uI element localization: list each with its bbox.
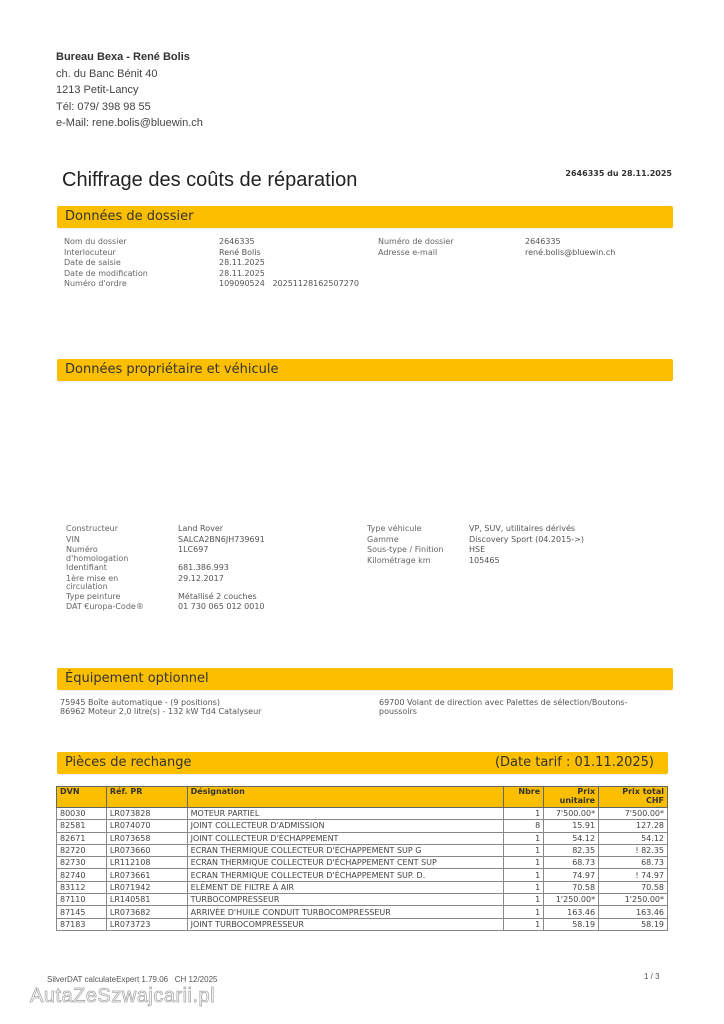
- cell-nbre: 1: [504, 894, 544, 906]
- document-title: Chiffrage des coûts de réparation: [62, 169, 358, 191]
- cell-ref: LR112108: [106, 857, 187, 869]
- cell-ref: LR140581: [106, 894, 187, 906]
- field-value: 2646335: [525, 237, 561, 246]
- field-row: [378, 237, 615, 248]
- cell-prix-total: ! 82.35: [599, 844, 668, 856]
- cell-dvn: 87145: [57, 906, 107, 918]
- cell-designation: ECRAN THERMIQUE COLLECTEUR D'ÉCHAPPEMENT SUP G: [187, 844, 504, 856]
- field-label: Type véhicule: [367, 524, 422, 533]
- field-row: [64, 237, 359, 248]
- table-row: [57, 869, 668, 881]
- cell-designation: JOINT COLLECTEUR D'ÉCHAPPEMENT: [187, 832, 504, 844]
- table-row: [57, 844, 668, 856]
- cell-nbre: 1: [504, 844, 544, 856]
- section-header-pieces: [57, 752, 668, 774]
- section-title: Données propriétaire et véhicule: [65, 362, 279, 377]
- cell-dvn: 80030: [57, 808, 107, 820]
- dossier-fields-left: [64, 237, 359, 290]
- column-header-nbre: Nbre: [504, 787, 544, 808]
- cell-nbre: 8: [504, 820, 544, 832]
- table-row: [57, 906, 668, 918]
- field-row: [64, 269, 359, 280]
- table-row: [57, 881, 668, 893]
- field-label: Adresse e-mail: [378, 247, 438, 257]
- cell-dvn: 82671: [57, 832, 107, 844]
- field-label: Numéro de dossier: [378, 237, 454, 246]
- table-row: [57, 808, 668, 820]
- table-header-row: [57, 787, 668, 808]
- field-row: [367, 556, 584, 567]
- cell-prix-total: 54.12: [599, 832, 668, 844]
- cell-prix-unitaire: 70.58: [544, 881, 599, 893]
- cell-ref: LR073723: [106, 918, 187, 930]
- field-row: [66, 563, 265, 574]
- table-row: [57, 857, 668, 869]
- cell-designation: ECRAN THERMIQUE COLLECTEUR D'ÉCHAPPEMENT SUP. D.: [187, 869, 504, 881]
- field-label: DAT €uropa-Code®: [66, 602, 144, 611]
- cell-dvn: 82720: [57, 844, 107, 856]
- parts-table: [56, 786, 668, 931]
- field-label: Gamme: [367, 534, 399, 544]
- section-title: Données de dossier: [65, 209, 194, 224]
- field-value: VP, SUV, utilitaires dérivés: [469, 524, 576, 533]
- cell-prix-unitaire: 74.97: [544, 869, 599, 881]
- date-tarif: (Date tarif : 01.11.2025): [494, 755, 654, 770]
- cell-prix-total: 7'500.00*: [599, 808, 668, 820]
- document-reference: 2646335 du 28.11.2025: [565, 169, 672, 178]
- parts-table-body: [57, 808, 668, 931]
- section-header-equipement: [57, 668, 673, 690]
- field-value: 109090524 20251128162507270: [219, 279, 359, 288]
- field-label: Interlocuteur: [64, 247, 116, 257]
- field-row: [367, 535, 584, 546]
- column-header-prix-unitaire: Prix unitaire: [544, 787, 599, 808]
- cell-nbre: 1: [504, 869, 544, 881]
- field-row: [66, 535, 265, 546]
- sender-address: [56, 49, 203, 132]
- cell-prix-total: 58.19: [599, 918, 668, 930]
- sender-name: Bureau Bexa - René Bolis: [56, 51, 190, 63]
- cell-dvn: 82581: [57, 820, 107, 832]
- field-value: 28.11.2025: [219, 258, 265, 267]
- dossier-fields-right: [378, 237, 615, 258]
- footer-software: SilverDAT calculateExpert 1.79.06 CH 12/2025: [47, 975, 218, 984]
- cell-prix-unitaire: 15.91: [544, 820, 599, 832]
- field-label: Kilométrage km: [367, 555, 431, 565]
- field-value: 2646335: [219, 237, 255, 246]
- field-value: Discovery Sport (04.2015->): [469, 534, 584, 544]
- section-title: Équipement optionnel: [65, 671, 209, 686]
- cell-nbre: 1: [504, 857, 544, 869]
- table-row: [57, 820, 668, 832]
- field-label: Numéro d'ordre: [64, 279, 127, 288]
- field-label: Identifiant: [66, 563, 107, 572]
- field-label: Sous-type / Finition: [367, 545, 444, 554]
- field-row: [66, 545, 265, 563]
- section-header-vehicule: [57, 359, 673, 381]
- sender-city: 1213 Petit-Lancy: [56, 84, 139, 96]
- column-header-ref: Réf. PR: [106, 787, 187, 808]
- field-value: Métallisé 2 couches: [178, 591, 257, 601]
- field-row: [367, 545, 584, 556]
- cell-nbre: 1: [504, 918, 544, 930]
- field-value: Land Rover: [178, 524, 224, 533]
- cell-ref: LR073658: [106, 832, 187, 844]
- field-row: [64, 248, 359, 259]
- cell-designation: MOTEUR PARTIEL: [187, 808, 504, 820]
- watermark: AutaZeSzwajcarii.pl: [30, 985, 216, 1007]
- cell-prix-total: 70.58: [599, 881, 668, 893]
- cell-dvn: 87183: [57, 918, 107, 930]
- cell-nbre: 1: [504, 906, 544, 918]
- cell-prix-unitaire: 58.19: [544, 918, 599, 930]
- field-label: 1ère mise en circulation: [66, 573, 119, 591]
- table-row: [57, 894, 668, 906]
- field-row: [64, 279, 359, 290]
- column-header-dvn: DVN: [57, 787, 107, 808]
- section-title: Pièces de rechange: [65, 755, 192, 770]
- equipment-list-right: [379, 699, 659, 716]
- field-row: [378, 248, 615, 259]
- field-value: HSE: [469, 545, 486, 554]
- field-value: 681.386.993: [178, 563, 229, 572]
- field-label: Nom du dossier: [64, 237, 127, 246]
- cell-prix-unitaire: 163.46: [544, 906, 599, 918]
- cell-ref: LR073661: [106, 869, 187, 881]
- cell-prix-unitaire: 7'500.00*: [544, 808, 599, 820]
- cell-prix-total: 68.73: [599, 857, 668, 869]
- cell-designation: ELÉMENT DE FILTRE À AIR: [187, 881, 504, 893]
- column-header-designation: Désignation: [187, 787, 504, 808]
- cell-prix-total: 127.28: [599, 820, 668, 832]
- field-value: SALCA2BN6JH739691: [178, 534, 265, 544]
- cell-prix-total: 1'250.00*: [599, 894, 668, 906]
- equipment-list-left: [60, 699, 261, 716]
- field-label: VIN: [66, 534, 80, 544]
- field-value: 105465: [469, 555, 500, 565]
- field-label: Date de modification: [64, 268, 148, 278]
- field-value: 1LC697: [178, 545, 209, 554]
- field-row: [64, 258, 359, 269]
- page-number: 1 / 3: [644, 972, 660, 981]
- field-label: Constructeur: [66, 524, 119, 533]
- cell-nbre: 1: [504, 832, 544, 844]
- cell-ref: LR071942: [106, 881, 187, 893]
- field-value: René Bolis: [219, 247, 261, 257]
- sender-street: ch. du Banc Bénit 40: [56, 67, 158, 80]
- field-label: Date de saisie: [64, 258, 121, 267]
- cell-designation: TURBOCOMPRESSEUR: [187, 894, 504, 906]
- cell-prix-total: ! 74.97: [599, 869, 668, 881]
- field-row: [66, 524, 265, 535]
- vehicule-fields-left: [66, 524, 265, 613]
- cell-prix-unitaire: 82.35: [544, 844, 599, 856]
- cell-ref: LR073660: [106, 844, 187, 856]
- cell-nbre: 1: [504, 808, 544, 820]
- field-row: [66, 592, 265, 603]
- section-header-dossier: [57, 206, 673, 228]
- cell-prix-unitaire: 54.12: [544, 832, 599, 844]
- cell-dvn: 82730: [57, 857, 107, 869]
- cell-prix-unitaire: 68.73: [544, 857, 599, 869]
- equipment-item: 69700 Volant de direction avec Palettes de sélection/Boutons-poussoirs: [379, 698, 628, 716]
- table-row: [57, 832, 668, 844]
- cell-ref: LR074070: [106, 820, 187, 832]
- cell-prix-total: 163.46: [599, 906, 668, 918]
- cell-dvn: 83112: [57, 881, 107, 893]
- field-row: [367, 524, 584, 535]
- cell-ref: LR073682: [106, 906, 187, 918]
- field-label: Type peinture: [66, 591, 121, 601]
- cell-ref: LR073828: [106, 808, 187, 820]
- sender-email: e-Mail: rene.bolis@bluewin.ch: [56, 117, 203, 129]
- field-row: [66, 602, 265, 613]
- cell-designation: JOINT TURBOCOMPRESSEUR: [187, 918, 504, 930]
- vehicule-fields-right: [367, 524, 584, 566]
- field-label: Numéro d'homologation: [66, 545, 129, 563]
- field-value: rené.bolis@bluewin.ch: [525, 247, 616, 257]
- cell-designation: ECRAN THERMIQUE COLLECTEUR D'ÉCHAPPEMENT CENT SUP: [187, 857, 504, 869]
- field-row: [66, 574, 265, 592]
- cell-dvn: 82740: [57, 869, 107, 881]
- cell-designation: JOINT COLLECTEUR D'ADMISSION: [187, 820, 504, 832]
- sender-phone: Tél: 079/ 398 98 55: [56, 100, 151, 113]
- equipment-item: 86962 Moteur 2,0 litre(s) - 132 kW Td4 Catalyseur: [60, 706, 262, 716]
- equipment-item: 75945 Boîte automatique - (9 positions): [60, 698, 221, 707]
- cell-nbre: 1: [504, 881, 544, 893]
- cell-prix-unitaire: 1'250.00*: [544, 894, 599, 906]
- field-value: 01 730 065 012 0010: [178, 602, 265, 611]
- table-row: [57, 918, 668, 930]
- field-value: 28.11.2025: [219, 268, 265, 278]
- cell-dvn: 87110: [57, 894, 107, 906]
- column-header-prix-total: Prix total CHF: [599, 787, 668, 808]
- cell-designation: ARRIVÉE D'HUILE CONDUIT TURBOCOMPRESSEUR: [187, 906, 504, 918]
- field-value: 29.12.2017: [178, 573, 224, 583]
